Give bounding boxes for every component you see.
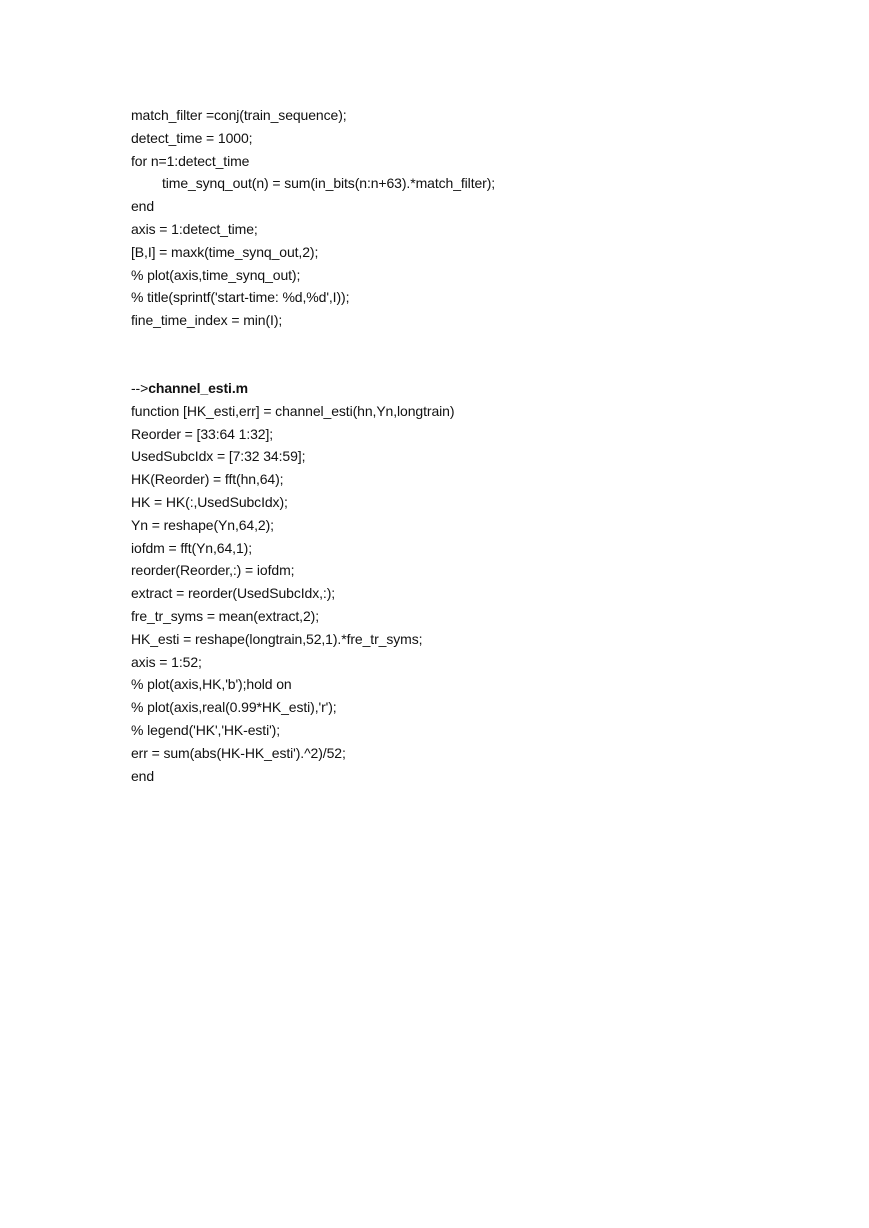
code-line: for n=1:detect_time — [131, 152, 250, 169]
code-line: % plot(axis,time_synq_out); — [131, 266, 301, 283]
code-line: % plot(axis,real(0.99*HK_esti),'r'); — [131, 699, 337, 716]
code-line: detect_time = 1000; — [131, 129, 253, 146]
code-line: HK = HK(:,UsedSubcIdx); — [131, 493, 288, 510]
code-line: UsedSubcIdx = [7:32 34:59]; — [131, 448, 306, 465]
code-line: extract = reorder(UsedSubcIdx,:); — [131, 585, 336, 602]
code-line: err = sum(abs(HK-HK_esti').^2)/52; — [131, 744, 346, 761]
code-line: reorder(Reorder,:) = iofdm; — [131, 562, 295, 579]
code-line: end — [131, 767, 155, 784]
code-line: % title(sprintf('start-time: %d,%d',I)); — [131, 289, 350, 306]
code-line: match_filter =conj(train_sequence); — [131, 107, 347, 123]
code-line: fine_time_index = min(I); — [131, 312, 283, 329]
code-line: function [HK_esti,err] = channel_esti(hn,Yn,longtrain) — [131, 402, 455, 419]
code-line: % legend('HK','HK-esti'); — [131, 721, 281, 738]
code-line: axis = 1:52; — [131, 653, 202, 670]
code-line: [B,I] = maxk(time_synq_out,2); — [131, 243, 319, 260]
heading-arrow: --> — [131, 380, 149, 396]
code-line: fre_tr_syms = mean(extract,2); — [131, 607, 320, 624]
code-line: iofdm = fft(Yn,64,1); — [131, 539, 252, 556]
file-heading — [131, 377, 831, 400]
code-line: HK(Reorder) = fft(hn,64); — [131, 471, 284, 488]
code-block-channel-esti — [131, 377, 831, 787]
code-block-time-sync — [131, 104, 831, 332]
code-line: Reorder = [33:64 1:32]; — [131, 425, 274, 442]
code-line: HK_esti = reshape(longtrain,52,1).*fre_tr_syms; — [131, 630, 423, 647]
code-line: axis = 1:detect_time; — [131, 220, 258, 237]
code-line: time_synq_out(n) = sum(in_bits(n:n+63).*match_filter); — [162, 175, 496, 192]
heading-filename: channel_esti.m — [148, 380, 248, 396]
code-line: end — [131, 198, 155, 215]
code-line: % plot(axis,HK,'b');hold on — [131, 676, 292, 693]
code-line: Yn = reshape(Yn,64,2); — [131, 516, 274, 533]
